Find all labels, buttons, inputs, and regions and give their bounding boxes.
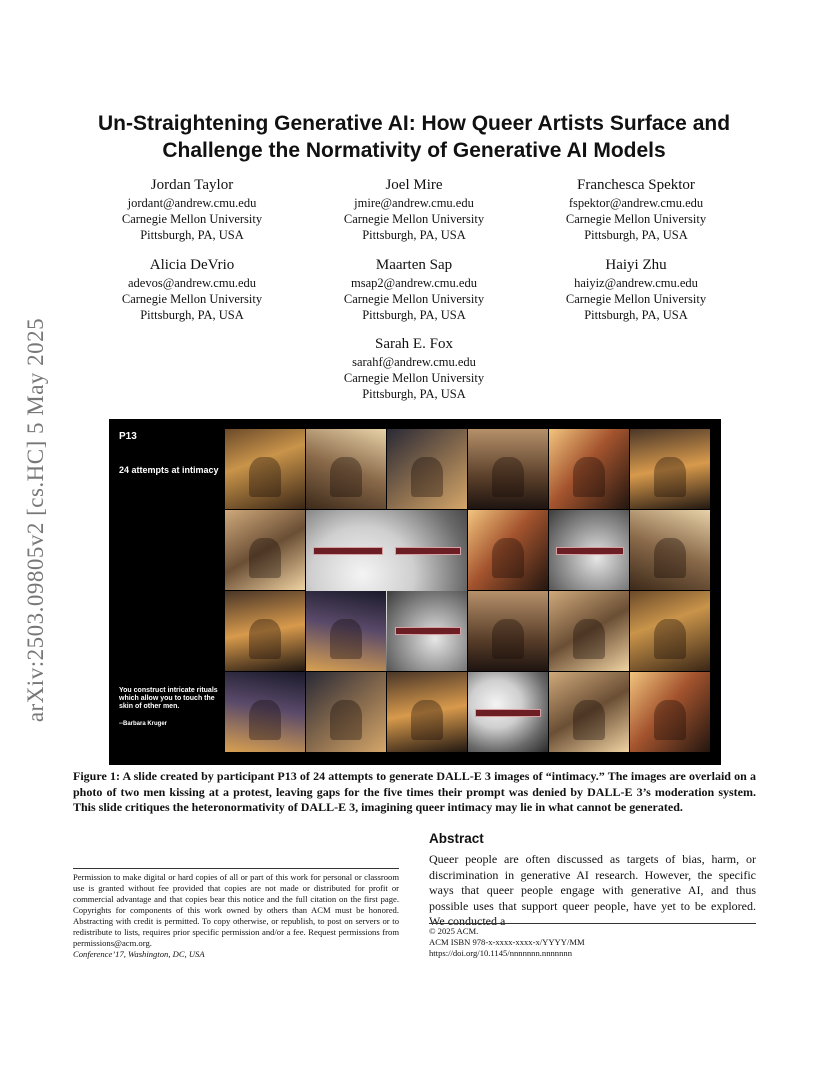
author-name: Alicia DeVrio [149,257,235,273]
denied-banner [395,547,461,555]
author-affiliation: Carnegie Mellon University [121,292,263,306]
author-affiliation: Carnegie Mellon University [565,292,707,306]
author-location: Pittsburgh, PA, USA [584,308,688,322]
author-affiliation: Carnegie Mellon University [343,371,485,385]
author-name: Maarten Sap [375,257,453,273]
generated-image-tile [468,510,548,590]
author-affiliation: Carnegie Mellon University [343,212,485,226]
author-email[interactable]: adevos@andrew.cmu.edu [127,276,256,290]
generated-image-tile [549,429,629,509]
denied-banner [395,627,461,635]
slide-label: P13 [119,431,137,442]
conference-info: Conference’17, Washington, DC, USA [73,949,205,959]
generated-image-tile [468,429,548,509]
author-email[interactable]: fspektor@andrew.cmu.edu [568,196,704,210]
publication-meta [429,926,585,959]
denied-banner [556,547,624,555]
author-name: Joel Mire [385,177,443,193]
author-email[interactable]: msap2@andrew.cmu.edu [351,276,477,290]
generated-image-tile [630,510,710,590]
figure-caption: Figure 1: A slide created by participant P13 of 24 attempts to generate DALL-E 3 images of “intimacy.” The images are overlaid on a photo of two men kissing at a protest, leaving gaps for the five times their prompt was denied by DALL-E 3’s moderation system. This slide critiques the heteronormativity of DALL-E 3, imagining queer intimacy may lie in what cannot be generated. [73,769,756,814]
author-location: Pittsburgh, PA, USA [140,228,244,242]
abstract-heading: Abstract [429,831,484,846]
generated-image-tile [306,591,386,671]
author-name: Jordan Taylor [150,177,234,193]
generated-image-tile [306,429,386,509]
author-location: Pittsburgh, PA, USA [362,387,466,401]
author-email[interactable]: jmire@andrew.cmu.edu [354,196,474,210]
generated-image-tile [630,429,710,509]
permission-notice: Permission to make digital or hard copies of all or part of this work for personal or classroom use is granted without fee provided that copies are not made or distributed for profit or commercial advantage and that copies bear this notice and the full citation on the first page. Copyrights for components of this work owned by others than ACM must be honored. Abstracting with credit is permitted. To copy otherwise, or republish, to post on servers or to redistribute to lists, requires prior specific permission and/or a fee. Request permissions from permissions@acm.org. [73,872,399,948]
author-location: Pittsburgh, PA, USA [140,308,244,322]
figure-slide [109,419,721,765]
slide-citation: --Barbara Kruger [119,721,168,727]
abstract-text: Queer people are often discussed as targets of bias, harm, or discrimination in generative AI research. However, the specific ways that queer people engage with generative AI, and thus possible uses that support queer people, have yet to be explored. We conducted a [429,852,756,928]
author-block [314,334,514,402]
footnote-divider [73,868,399,869]
generated-image-tile [225,510,305,590]
meta-divider [429,923,756,924]
author-block [92,175,292,243]
isbn-line: ACM ISBN 978-x-xxxx-xxxx-x/YYYY/MM [429,937,585,947]
author-email[interactable]: jordant@andrew.cmu.edu [127,196,257,210]
generated-image-tile [225,429,305,509]
generated-image-tile [225,591,305,671]
author-affiliation: Carnegie Mellon University [565,212,707,226]
generated-image-tile [549,672,629,752]
generated-image-tile [630,591,710,671]
author-email[interactable]: sarahf@andrew.cmu.edu [352,355,476,369]
author-affiliation: Carnegie Mellon University [121,212,263,226]
author-location: Pittsburgh, PA, USA [584,228,688,242]
generated-image-tile [225,672,305,752]
author-name: Franchesca Spektor [577,177,695,193]
denied-banner [313,547,383,555]
paper-title: Un-Straightening Generative AI: How Queer Artists Surface and Challenge the Normativity of Generative AI Models [97,112,731,162]
generated-image-tile [387,672,467,752]
arxiv-sidebar-stamp [6,285,66,755]
generated-image-tile [630,672,710,752]
generated-image-tile [306,672,386,752]
generated-image-tile [549,591,629,671]
author-name: Sarah E. Fox [375,336,453,352]
author-location: Pittsburgh, PA, USA [362,308,466,322]
slide-heading: 24 attempts at intimacy [119,465,219,475]
arxiv-id: arXiv:2503.09805v2 [cs.HC] 5 May 2025 [23,317,48,723]
author-block [92,255,292,323]
author-block [314,255,514,323]
author-email[interactable]: haiyiz@andrew.cmu.edu [574,276,698,290]
author-block [536,175,736,243]
author-name: Haiyi Zhu [605,257,667,273]
slide-quote: You construct intricate rituals which allow you to touch the skin of other men. [119,687,218,710]
denied-banner [475,709,541,717]
author-location: Pittsburgh, PA, USA [362,228,466,242]
doi-link[interactable]: https://doi.org/10.1145/nnnnnnn.nnnnnnn [429,948,572,958]
generated-image-tile [387,429,467,509]
author-block [314,175,514,243]
generated-image-tile [468,591,548,671]
author-block [536,255,736,323]
author-affiliation: Carnegie Mellon University [343,292,485,306]
copyright-line: © 2025 ACM. [429,926,479,936]
